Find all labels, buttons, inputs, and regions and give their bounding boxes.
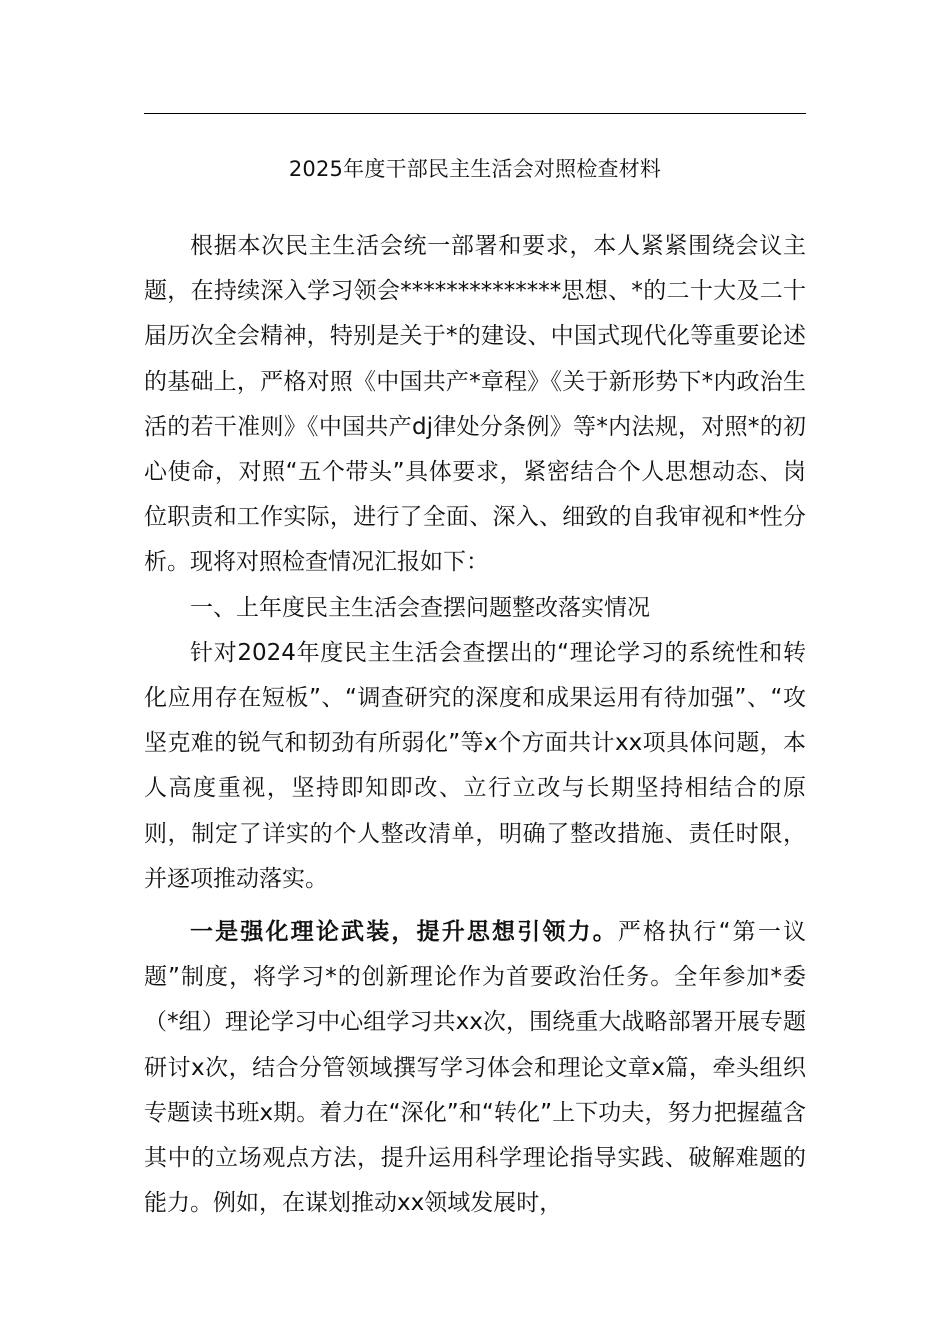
rectification-paragraph-text: 针对2024年度民主生活会查摆出的“理论学习的系统性和转化应用存在短板”、“调查研究的深度和成果运用有待加强”、“攻坚克难的锐气和韧劲有所弱化”等x个方面共计xx项具体问题，本人高度重视，坚持即知即改、立行立改与长期坚持相结合的原则，制定了详实的个人整改清单，明确了整改措施、责任时限，并逐项推动落实。 bbox=[144, 639, 806, 892]
theory-paragraph bbox=[144, 910, 806, 1226]
section-heading bbox=[144, 586, 806, 631]
intro-paragraph bbox=[144, 224, 806, 586]
section-heading-text: 一、上年度民主生活会查摆问题整改落实情况 bbox=[190, 594, 650, 621]
rectification-paragraph bbox=[144, 631, 806, 902]
document-body bbox=[144, 224, 806, 1226]
intro-paragraph-text: 根据本次民主生活会统一部署和要求，本人紧紧围绕会议主题，在持续深入学习领会**************思想、*的二十大及二十届历次全会精神，特别是关于*的建设、中国式现代化等重要论述的基础上，严格对照《中国共产*章程》《关于新形势下*内政治生活的若干准则》《中国共产dj律处分条例》等*内法规，对照*的初心使命，对照“五个带头”具体要求，紧密结合个人思想动态、岗位职责和工作实际，进行了全面、深入、细致的自我审视和*性分析。现将对照检查情况汇报如下： bbox=[144, 233, 806, 576]
document-title: 2025年度干部民主生活会对照检查材料 bbox=[288, 157, 662, 181]
theory-paragraph-text: 严格执行“第一议题”制度，将学习*的创新理论作为首要政治任务。全年参加*委（*组）理论学习中心组学习共xx次，围绕重大战略部署开展专题研讨x次，结合分管领域撰写学习体会和理论文章x篇，牵头组织专题读书班x期。着力在“深化”和“转化”上下功夫，努力把握蕴含其中的立场观点方法，提升运用科学理论指导实践、破解难题的能力。例如，在谋划推动xx领域发展时， bbox=[144, 919, 806, 1217]
header-rule bbox=[144, 113, 806, 114]
theory-paragraph-lead: 一是强化理论武装，提升思想引领力。 bbox=[190, 919, 618, 946]
